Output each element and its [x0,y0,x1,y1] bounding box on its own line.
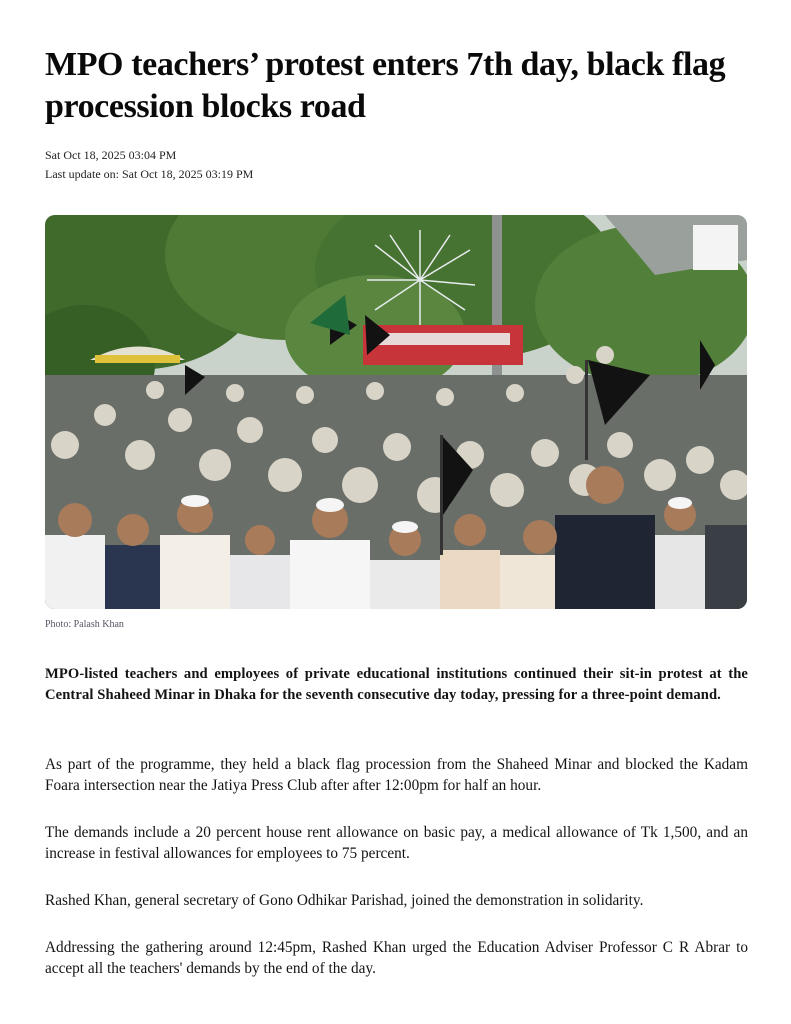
article-headline: MPO teachers’ protest enters 7th day, black flag procession blocks road [45,46,726,125]
article-photo [45,215,747,609]
article-paragraph: The demands include a 20 percent house rent allowance on basic pay, a medical allowance of Tk 1,500, and an increase in festival allowances for employees to 75 percent. [45,824,748,862]
photo-caption: Photo: Palash Khan [45,619,124,630]
article-paragraph: Rashed Khan, general secretary of Gono Odhikar Parishad, joined the demonstration in solidarity. [45,892,644,909]
last-update-date: Last update on: Sat Oct 18, 2025 03:19 PM [45,167,254,181]
article-paragraph: Addressing the gathering around 12:45pm, Rashed Khan urged the Education Adviser Professor C R Abrar to accept all the teachers' demands by the end of the day. [45,939,748,977]
protest-photo-illustration [45,215,747,609]
article-paragraph: As part of the programme, they held a black flag procession from the Shaheed Minar and blocked the Kadam Foara intersection near the Jatiya Press Club after after 12:00pm for half an hour. [45,756,748,794]
article-lead-paragraph: MPO-listed teachers and employees of private educational institutions continued their sit-in protest at the Central Shaheed Minar in Dhaka for the seventh consecutive day today, pressing for a three-point demand. [45,666,748,703]
publish-date: Sat Oct 18, 2025 03:04 PM [45,148,177,162]
